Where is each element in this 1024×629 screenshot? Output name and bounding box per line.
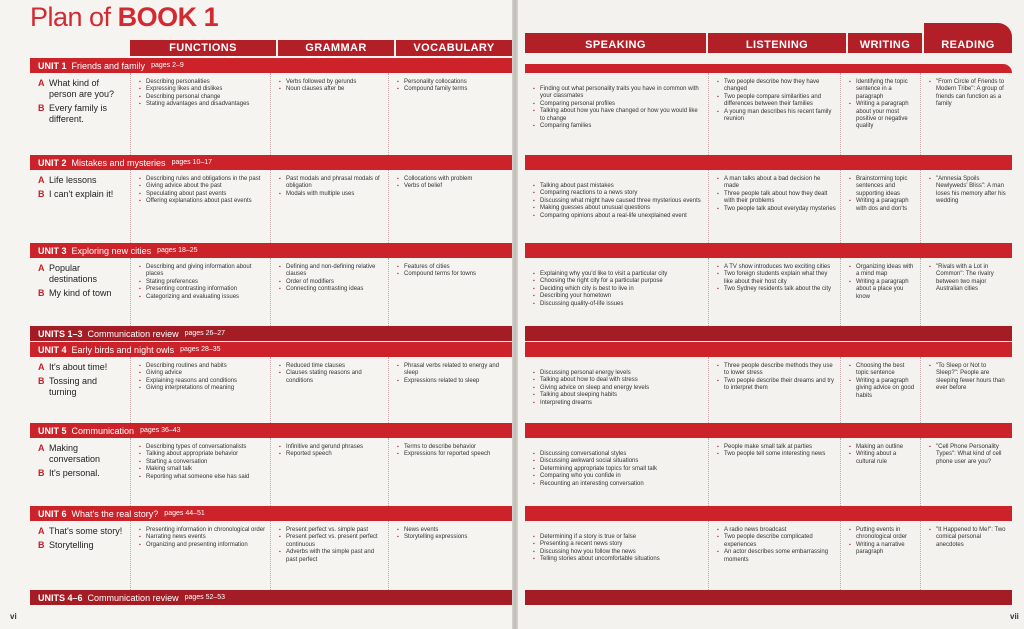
functions-cell-item: ▪ Stating advantages and disadvantages — [139, 101, 266, 108]
review-bar-right — [525, 326, 1012, 341]
speaking-cell-item: ▪ Choosing the right city for a particular purpose — [533, 278, 704, 285]
speaking-cell-item: ▪ Finding out what personality traits you have in common with your classmates — [533, 86, 704, 101]
functions-cell-item: ▪ Narrating news events — [139, 534, 266, 541]
lesson-b[interactable] — [38, 103, 126, 125]
functions-cell-item: ▪ Starting a conversation — [139, 459, 266, 466]
reading-text: ▪ "Amnesia Spoils Newlyweds' Bliss": A man loses his memory after his wedding — [929, 176, 1008, 206]
listening-cell-item: ▪ Two people talk about everyday mysteries — [717, 206, 836, 213]
unit-label: UNIT 2 — [38, 157, 67, 168]
reading-text: ▪ "To Sleep or Not to Sleep?": People are sleeping fewer hours than ever before — [929, 363, 1008, 393]
grammar-cell-item: ▪ Order of modifiers — [279, 279, 384, 286]
review-bar-right — [525, 590, 1012, 605]
reading-cell — [920, 73, 1012, 167]
lesson-title: What kind of person are you? — [49, 78, 115, 99]
speaking-cell-item: ▪ Discussing personal energy levels — [533, 370, 704, 377]
vocabulary-cell-item: ▪ Compound family terms — [397, 86, 508, 93]
lesson-b[interactable] — [38, 376, 126, 398]
unit-label: UNIT 4 — [38, 344, 67, 355]
unit-name: Communication review — [87, 592, 179, 603]
lesson-a[interactable] — [38, 175, 126, 186]
header-speaking: SPEAKING — [525, 33, 708, 53]
speaking-cell-item: ▪ Recounting an interesting conversation — [533, 481, 704, 488]
functions-cell-item: ▪ Giving advice — [139, 370, 266, 377]
unit-bar — [30, 423, 512, 438]
unit-name: Exploring new cities — [71, 245, 152, 256]
lesson-title: My kind of town — [49, 288, 112, 298]
lesson-letter: B — [38, 376, 45, 386]
unit-label: UNIT 3 — [38, 245, 67, 256]
writing-cell — [840, 73, 920, 167]
speaking-cell-item: ▪ Discussing conversational styles — [533, 451, 704, 458]
functions-cell-item: ▪ Giving interpretations of meaning — [139, 385, 266, 392]
listening-cell-item: ▪ Two people tell some interesting news — [717, 451, 836, 458]
unit-bar — [30, 342, 512, 357]
grammar-cell-item: ▪ Modals with multiple uses — [279, 191, 384, 198]
grammar-cell-item: ▪ Clauses stating reasons and conditions — [279, 370, 384, 385]
page-number-left: vi — [10, 612, 17, 621]
right-column-headers — [525, 33, 1012, 53]
unit-name: Communication review — [87, 328, 179, 339]
unit-row-right — [525, 73, 1012, 167]
grammar-cell-item: ▪ Present perfect vs. simple past — [279, 527, 384, 534]
lesson-title: I can't explain it! — [49, 189, 114, 199]
header-vocabulary: VOCABULARY — [396, 40, 512, 56]
header-reading: READING — [924, 23, 1012, 53]
grammar-cell — [270, 73, 388, 167]
unit-name: Mistakes and mysteries — [71, 157, 166, 168]
grammar-cell-item: ▪ Present perfect vs. present perfect continuous — [279, 534, 384, 549]
writing-cell-item: ▪ Writing a paragraph about your most positive or negative quality — [849, 101, 916, 131]
functions-cell-item: ▪ Reporting what someone else has said — [139, 474, 266, 481]
left-column-headers — [130, 40, 512, 56]
listening-cell-item: ▪ A radio news broadcast — [717, 527, 836, 534]
functions-cell-item: ▪ Describing rules and obligations in the past — [139, 176, 266, 183]
lesson-title: Every family is different. — [49, 103, 108, 124]
lesson-letter: A — [38, 362, 45, 372]
speaking-cell-item: ▪ Determining if a story is true or false — [533, 534, 704, 541]
lesson-a[interactable] — [38, 362, 126, 373]
reading-text: ▪ "Cell Phone Personality Types": What kind of cell phone user are you? — [929, 444, 1008, 466]
speaking-cell-item: ▪ Deciding which city is best to live in — [533, 286, 704, 293]
unit-pages: pages 52–53 — [184, 594, 226, 601]
lesson-letter: A — [38, 175, 45, 185]
book-gutter — [512, 0, 518, 629]
functions-cell-item: ▪ Making small talk — [139, 466, 266, 473]
title-book: BOOK 1 — [117, 2, 219, 32]
unit-label: UNITS 1–3 — [38, 328, 83, 339]
functions-cell-item: ▪ Stating preferences — [139, 279, 266, 286]
speaking-cell-item: ▪ Describing your hometown — [533, 293, 704, 300]
lesson-b[interactable] — [38, 288, 126, 299]
writing-cell-item: ▪ Putting events in chronological order — [849, 527, 916, 542]
lesson-letter: B — [38, 288, 45, 298]
lesson-title: That's some story! — [49, 526, 123, 536]
grammar-cell-item: ▪ Defining and non-defining relative clauses — [279, 264, 384, 279]
unit-pages: pages 2–9 — [151, 62, 184, 69]
grammar-cell-item: ▪ Infinitive and gerund phrases — [279, 444, 384, 451]
unit-bar-right — [525, 423, 1012, 438]
listening-cell-item: ▪ Three people describe methods they use to lower stress — [717, 363, 836, 378]
lesson-letter: B — [38, 103, 45, 113]
functions-cell-item: ▪ Offering explanations about past events — [139, 198, 266, 205]
review-bar — [30, 326, 512, 341]
speaking-cell-item: ▪ Discussing what might have caused three mysterious events — [533, 198, 704, 205]
speaking-cell-item: ▪ Talking about how you have changed or how you would like to change — [533, 108, 704, 123]
speaking-cell-item: ▪ Telling stories about uncomfortable situations — [533, 556, 704, 563]
functions-cell-item: ▪ Describing types of conversationalists — [139, 444, 266, 451]
unit-bar-right — [525, 155, 1012, 170]
vocabulary-cell-item: ▪ News events — [397, 527, 508, 534]
lesson-b[interactable] — [38, 540, 126, 551]
writing-cell-item: ▪ Writing a paragraph with dos and don'ts — [849, 198, 916, 213]
unit-label: UNITS 4–6 — [38, 592, 83, 603]
unit-pages: pages 36–43 — [140, 427, 181, 434]
writing-cell-item: ▪ Brainstorming topic sentences and supporting ideas — [849, 176, 916, 198]
speaking-cell-item: ▪ Giving advice on sleep and energy levels — [533, 385, 704, 392]
speaking-cell — [525, 73, 708, 167]
unit-bar-right — [525, 506, 1012, 521]
unit-name: What's the real story? — [71, 508, 159, 519]
lesson-a[interactable] — [38, 526, 126, 537]
grammar-cell-item: ▪ Adverbs with the simple past and past perfect — [279, 549, 384, 564]
lesson-letter: A — [38, 443, 45, 453]
functions-cell-item: ▪ Presenting contrasting information — [139, 286, 266, 293]
unit-row-left — [30, 73, 512, 167]
functions-cell-item: ▪ Presenting information in chronological order — [139, 527, 266, 534]
vocabulary-cell-item: ▪ Compound terms for towns — [397, 271, 508, 278]
lesson-letter: A — [38, 263, 45, 273]
vocabulary-cell-item: ▪ Phrasal verbs related to energy and sleep — [397, 363, 508, 378]
lesson-title: Popular destinations — [49, 263, 98, 284]
writing-cell-item: ▪ Writing a narrative paragraph — [849, 542, 916, 557]
functions-cell-item: ▪ Explaining reasons and conditions — [139, 378, 266, 385]
header-functions: FUNCTIONS — [130, 40, 278, 56]
unit-label: UNIT 5 — [38, 425, 67, 436]
functions-cell-item: ▪ Describing personalities — [139, 79, 266, 86]
functions-cell-item: ▪ Speculating about past events — [139, 191, 266, 198]
lesson-a[interactable] — [38, 78, 126, 100]
grammar-cell-item: ▪ Noun clauses after be — [279, 86, 384, 93]
vocabulary-cell-item: ▪ Expressions for reported speech — [397, 451, 508, 458]
writing-cell-item: ▪ Writing a paragraph about a place you know — [849, 279, 916, 301]
listening-cell-item: ▪ Two people describe their dreams and try to interpret them — [717, 378, 836, 393]
unit-name: Communication — [71, 425, 135, 436]
speaking-cell-item: ▪ Comparing who you confide in — [533, 473, 704, 480]
speaking-cell-item: ▪ Talking about how to deal with stress — [533, 377, 704, 384]
unit-name: Friends and family — [71, 60, 146, 71]
lesson-title: Storytelling — [49, 540, 94, 550]
lesson-letter: B — [38, 540, 45, 550]
speaking-cell-item: ▪ Presenting a recent news story — [533, 541, 704, 548]
listening-cell-item: ▪ Two people compare similarities and differences between their families — [717, 94, 836, 109]
speaking-cell-item: ▪ Interpreting dreams — [533, 400, 704, 407]
unit-pages: pages 28–35 — [180, 346, 221, 353]
listening-cell-item: ▪ Two Sydney residents talk about the city — [717, 286, 836, 293]
writing-cell-item: ▪ Making an outline — [849, 444, 916, 451]
listening-cell-item: ▪ A young man describes his recent family reunion — [717, 109, 836, 124]
functions-cell-item: ▪ Categorizing and evaluating issues — [139, 294, 266, 301]
listening-cell-item: ▪ A man talks about a bad decision he made — [717, 176, 836, 191]
vocabulary-cell-item: ▪ Collocations with problem — [397, 176, 508, 183]
lesson-letter: B — [38, 189, 45, 199]
grammar-cell-item: ▪ Reduced time clauses — [279, 363, 384, 370]
vocabulary-cell-item: ▪ Expressions related to sleep — [397, 378, 508, 385]
lessons — [30, 73, 130, 167]
speaking-cell-item: ▪ Talking about past mistakes — [533, 183, 704, 190]
unit-bar-right — [525, 342, 1012, 357]
unit-bar — [30, 243, 512, 258]
unit-bar — [30, 58, 512, 73]
vocabulary-cell-item: ▪ Features of cities — [397, 264, 508, 271]
reading-text: ▪ "From Circle of Friends to Modern Tribe": A group of friends can function as a family — [929, 79, 1008, 109]
reading-text: ▪ "Rivals with a Lot in Common": The rivalry between two major Australian cities — [929, 264, 1008, 294]
lesson-a[interactable] — [38, 263, 126, 285]
speaking-cell-item: ▪ Discussing quality-of-life issues — [533, 301, 704, 308]
vocabulary-cell-item: ▪ Personality collocations — [397, 79, 508, 86]
lesson-letter: B — [38, 468, 45, 478]
unit-pages: pages 26–27 — [184, 330, 226, 337]
vocabulary-cell-item: ▪ Verbs of belief — [397, 183, 508, 190]
speaking-cell-item: ▪ Discussing awkward social situations — [533, 458, 704, 465]
lesson-a[interactable] — [38, 443, 126, 465]
lesson-b[interactable] — [38, 468, 126, 479]
listening-cell-item: ▪ Two foreign students explain what they like about their host city — [717, 271, 836, 286]
writing-cell-item: ▪ Writing a paragraph giving advice on good habits — [849, 378, 916, 400]
lesson-title: It's about time! — [49, 362, 108, 372]
speaking-cell-item: ▪ Comparing families — [533, 123, 704, 130]
functions-cell-item: ▪ Talking about appropriate behavior — [139, 451, 266, 458]
reading-text: ▪ "It Happened to Me!": Two comical personal anecdotes — [929, 527, 1008, 549]
lesson-title: It's personal. — [49, 468, 100, 478]
header-writing: WRITING — [848, 33, 924, 53]
page-number-right: vii — [1010, 612, 1019, 621]
speaking-cell-item: ▪ Comparing reactions to a news story — [533, 190, 704, 197]
speaking-cell-item: ▪ Comparing personal profiles — [533, 101, 704, 108]
writing-cell-item: ▪ Organizing ideas with a mind map — [849, 264, 916, 279]
grammar-cell-item: ▪ Verbs followed by gerunds — [279, 79, 384, 86]
vocabulary-cell-item: ▪ Storytelling expressions — [397, 534, 508, 541]
unit-name: Early birds and night owls — [71, 344, 175, 355]
functions-cell-item: ▪ Describing routines and habits — [139, 363, 266, 370]
unit-bar-right — [525, 243, 1012, 258]
functions-cell-item: ▪ Organizing and presenting information — [139, 542, 266, 549]
speaking-cell-item: ▪ Comparing opinions about a real-life unexplained event — [533, 213, 704, 220]
lesson-title: Making conversation — [49, 443, 101, 464]
listening-cell-item: ▪ An actor describes some embarrassing moments — [717, 549, 836, 564]
functions-cell-item: ▪ Describing and giving information about places — [139, 264, 266, 279]
header-grammar: GRAMMAR — [278, 40, 396, 56]
writing-cell-item: ▪ Choosing the best topic sentence — [849, 363, 916, 378]
speaking-cell-item: ▪ Explaining why you'd like to visit a particular city — [533, 271, 704, 278]
review-bar — [30, 590, 512, 605]
unit-pages: pages 44–51 — [164, 510, 205, 517]
lesson-b[interactable] — [38, 189, 126, 200]
grammar-cell-item: ▪ Past modals and phrasal modals of obligation — [279, 176, 384, 191]
speaking-cell-item: ▪ Talking about sleeping habits — [533, 392, 704, 399]
unit-bar-right — [525, 64, 1012, 73]
functions-cell-item: ▪ Giving advice about the past — [139, 183, 266, 190]
vocabulary-cell-item: ▪ Terms to describe behavior — [397, 444, 508, 451]
unit-bar — [30, 155, 512, 170]
listening-cell-item: ▪ Three people talk about how they dealt with their problems — [717, 191, 836, 206]
unit-bar — [30, 506, 512, 521]
writing-cell-item: ▪ Identifying the topic sentence in a paragraph — [849, 79, 916, 101]
unit-label: UNIT 6 — [38, 508, 67, 519]
grammar-cell-item: ▪ Reported speech — [279, 451, 384, 458]
speaking-cell-item: ▪ Determining appropriate topics for small talk — [533, 466, 704, 473]
lesson-letter: A — [38, 526, 45, 536]
lesson-letter: A — [38, 78, 45, 88]
title-prefix: Plan of — [30, 2, 111, 32]
header-listening: LISTENING — [708, 33, 848, 53]
listening-cell — [708, 73, 840, 167]
unit-pages: pages 10–17 — [171, 159, 213, 166]
writing-cell-item: ▪ Writing about a cultural rule — [849, 451, 916, 466]
listening-cell-item: ▪ Two people describe complicated experiences — [717, 534, 836, 549]
speaking-cell-item: ▪ Discussing how you follow the news — [533, 549, 704, 556]
unit-label: UNIT 1 — [38, 60, 67, 71]
lesson-title: Life lessons — [49, 175, 97, 185]
speaking-cell-item: ▪ Making guesses about unusual questions — [533, 205, 704, 212]
page-title — [30, 2, 218, 33]
lesson-title: Tossing and turning — [49, 376, 98, 397]
functions-cell — [130, 73, 270, 167]
functions-cell-item: ▪ Describing personal change — [139, 94, 266, 101]
grammar-cell-item: ▪ Connecting contrasting ideas — [279, 286, 384, 293]
listening-cell-item: ▪ Two people describe how they have changed — [717, 79, 836, 94]
vocabulary-cell — [388, 73, 512, 167]
functions-cell-item: ▪ Expressing likes and dislikes — [139, 86, 266, 93]
listening-cell-item: ▪ A TV show introduces two exciting cities — [717, 264, 836, 271]
unit-pages: pages 18–25 — [157, 247, 198, 254]
listening-cell-item: ▪ People make small talk at parties — [717, 444, 836, 451]
